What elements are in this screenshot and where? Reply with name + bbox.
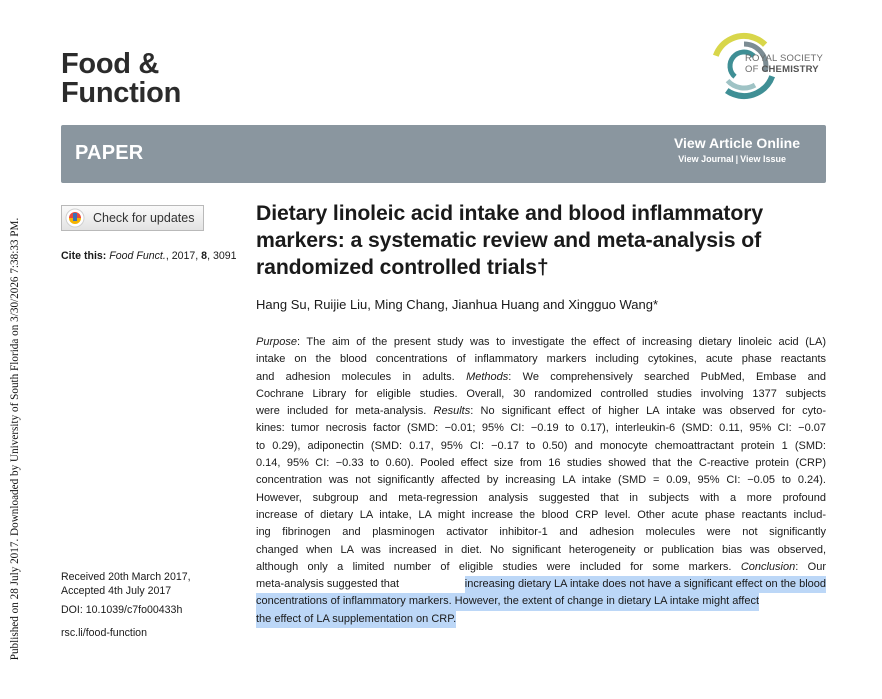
abstract-line: changed when LA was increased in diet. No significant heterogeneity or publication bias was observed,	[256, 543, 826, 556]
cite-page: , 3091	[207, 250, 237, 262]
cite-label: Cite this:	[61, 250, 107, 262]
rsc-logo-text	[745, 54, 823, 75]
view-issue-link[interactable]: View Issue	[740, 154, 786, 164]
abstract-line: were included for meta-analysis. Results: No significant effect of higher LA intake was observed for cyto-	[256, 405, 827, 418]
view-article-online-link[interactable]: View Article Online	[673, 135, 800, 151]
journal-name-line1: Food &	[61, 48, 160, 80]
view-links-separator: |	[735, 154, 739, 164]
doi[interactable]: DOI: 10.1039/c7fo00433h	[61, 604, 183, 616]
abstract-tail-pre: meta-analysis suggested that	[256, 578, 403, 591]
abstract-line: to 0.29), adiponectin (SMD: 0.17, 95% CI: −0.17 to 0.50) and monocyte chemoattractant protein 1 (SMD:	[256, 439, 826, 452]
cite-journal: Food Funct.	[109, 250, 166, 262]
abstract-line: concentration was not significantly affected by increasing LA intake (SMD = 0.09, 95% CI: −0.05 to 0.24).	[256, 474, 826, 487]
abstract-line: However, subgroup and meta-regression analysis suggested that in subjects with a more profound	[256, 491, 826, 504]
rsc-logo-chemistry: CHEMISTRY	[761, 63, 819, 75]
view-journal-link[interactable]: View Journal	[678, 154, 734, 164]
check-for-updates-label: Check for updates	[93, 211, 195, 225]
cite-volume: 8	[201, 250, 208, 262]
journal-name-line2: Function	[61, 77, 182, 109]
abstract-line: and adhesion molecules in adults. Methods: We comprehensively searched PubMed, Embase and	[256, 370, 827, 383]
crossmark-icon	[65, 208, 85, 228]
article-type-label: PAPER	[75, 142, 144, 164]
abstract-line: Purpose: The aim of the present study was to investigate the effect of increasing dietary linoleic acid (LA)	[256, 336, 826, 348]
abstract-line: although only a limited number of eligible studies were included for some markers. Conclusion: Our	[256, 560, 826, 573]
abstract-line	[256, 593, 826, 610]
article-title: Dietary linoleic acid intake and blood inflammatory markers: a systematic review and meta-analysis of randomized controlled trials†	[256, 202, 764, 279]
received-dates	[61, 571, 191, 598]
cite-year: , 2017,	[165, 250, 202, 262]
abstract-highlight-2[interactable]: concentrations of inflammatory markers. However, the extent of change in dietary LA intake might affect	[256, 593, 759, 610]
abstract-line: intake on the blood concentrations of inflammatory markers including cytokines, acute phase reactants	[256, 353, 826, 366]
journal-short-link[interactable]: rsc.li/food-function	[61, 627, 147, 639]
abstract-line: increase of dietary LA intake, LA might increase the blood CRP level. Other acute phase reactants includ-	[256, 508, 826, 521]
abstract-line: ing fibrinogen and plasminogen activator inhibitor-1 and adhesion molecules were not significantly	[256, 526, 826, 539]
citation	[61, 250, 237, 262]
abstract-highlight-3[interactable]: the effect of LA supplementation on CRP.	[256, 611, 456, 628]
check-for-updates-button[interactable]	[61, 205, 204, 231]
abstract-line: Cochrane Library for eligible studies. Overall, 30 randomized controlled studies involving 1377 subjects	[256, 387, 826, 400]
article-type-banner	[61, 125, 826, 183]
journal-name	[61, 50, 181, 108]
abstract-highlight-1[interactable]: increasing dietary LA intake does not have a significant effect on the blood	[465, 576, 826, 593]
author-list: Hang Su, Ruijie Liu, Ming Chang, Jianhua Huang and Xingguo Wang*	[256, 297, 659, 312]
abstract-line	[256, 611, 826, 628]
abstract-line	[256, 576, 826, 593]
rsc-logo-of: OF	[745, 63, 759, 75]
abstract-line: 0.14, 95% CI: −0.33 to 0.60). Pooled effect size from 16 studies showed that the C-reactive protein (CRP)	[256, 457, 826, 470]
accepted-date: Accepted 4th July 2017	[61, 584, 172, 597]
rsc-logo-line1: ROYAL SOCIETY	[745, 53, 824, 64]
received-date: Received 20th March 2017,	[61, 571, 191, 583]
abstract	[256, 334, 826, 628]
view-links	[678, 154, 786, 164]
abstract-body	[256, 334, 826, 576]
download-watermark: Published on 28 July 2017. Downloaded by University of South Florida on 3/30/2026 7:38:33 PM.	[9, 217, 21, 661]
abstract-line: kines: tumor necrosis factor (SMD: −0.01; 95% CI: −0.19 to 0.17), interleukin-6 (SMD: 0.11, 95% CI: −0.07	[256, 422, 826, 435]
